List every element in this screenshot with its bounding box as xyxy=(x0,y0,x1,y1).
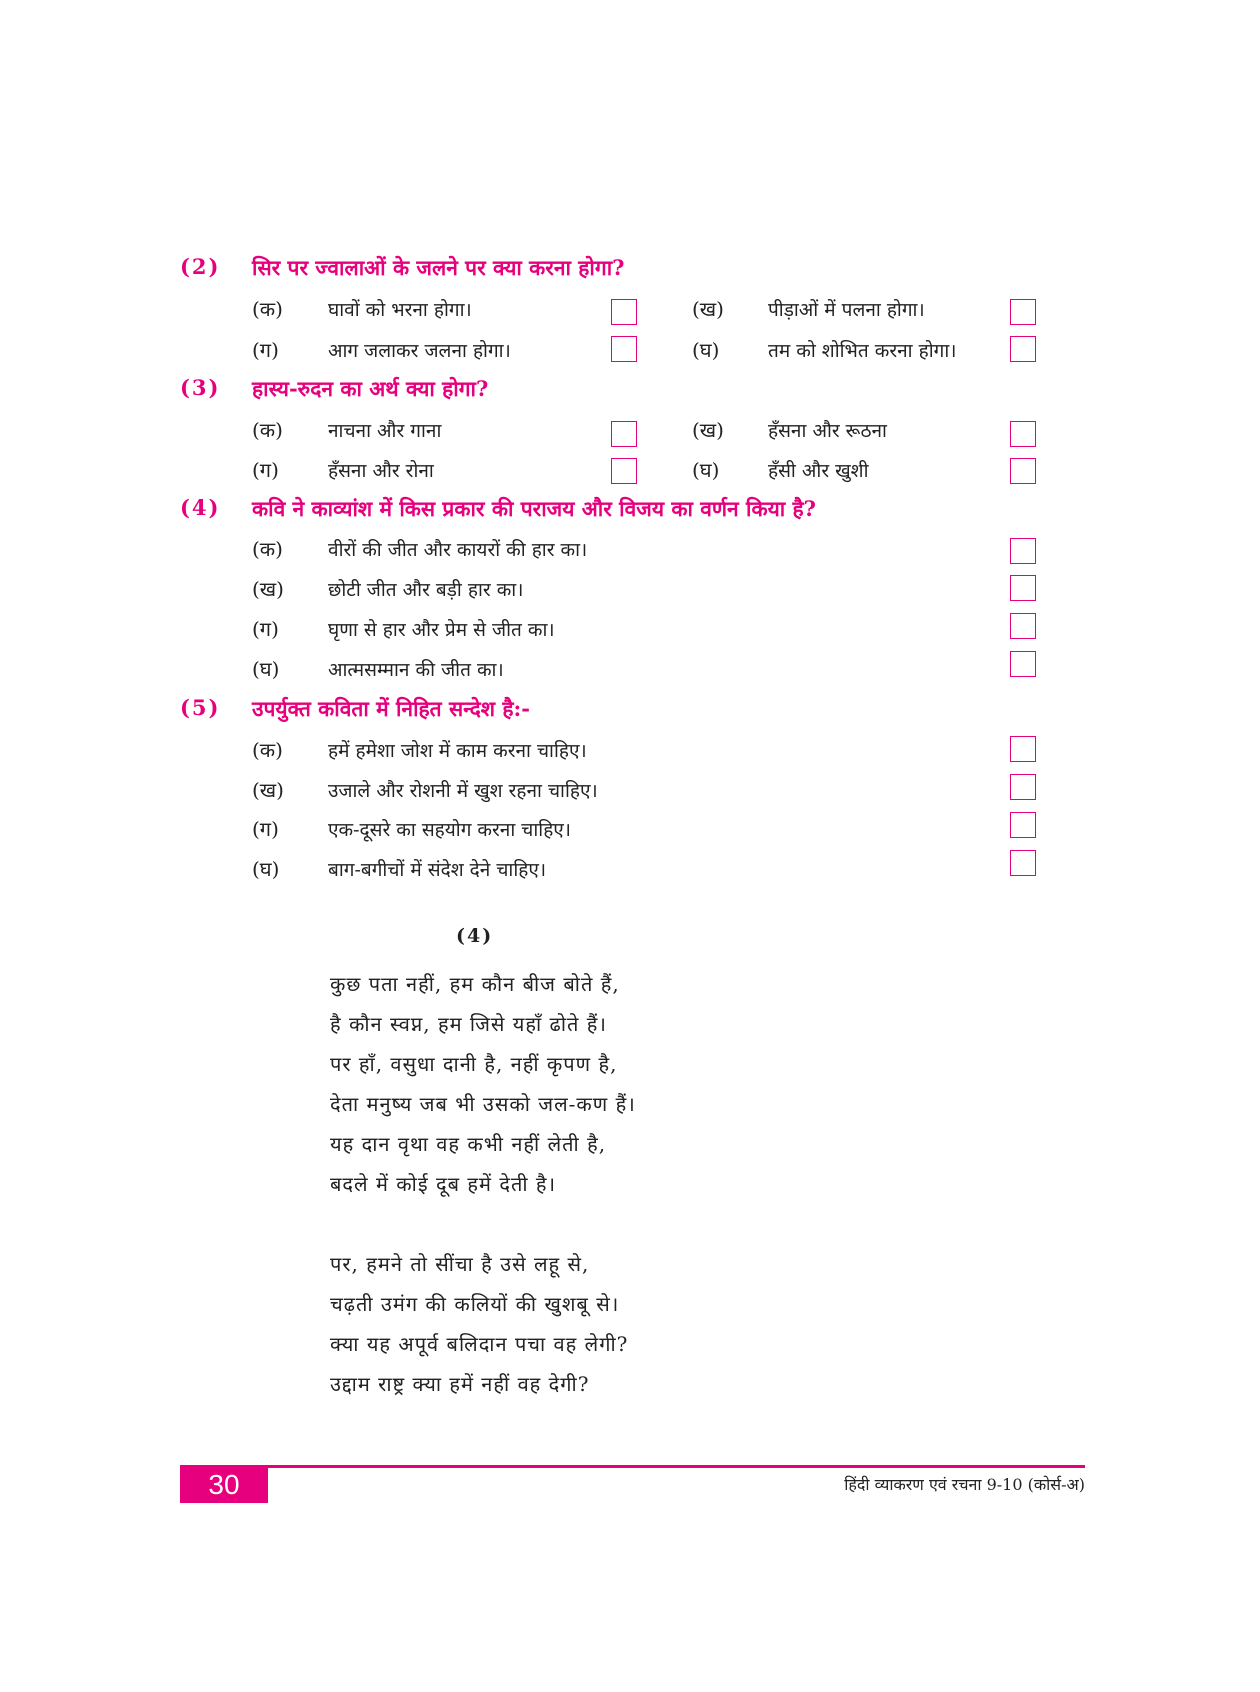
poem-line: पर हाँ, वसुधा दानी है, नहीं कृपण है, xyxy=(330,1052,618,1076)
option-text: वीरों की जीत और कायरों की हार का। xyxy=(328,539,588,561)
answer-checkbox[interactable] xyxy=(611,299,637,325)
question-number: (4) xyxy=(180,495,221,520)
option-text: आत्मसम्मान की जीत का। xyxy=(328,659,504,681)
answer-checkbox[interactable] xyxy=(1010,458,1036,484)
option-label: (ग) xyxy=(252,458,279,482)
option-label: (ग) xyxy=(252,338,279,362)
poem-line: यह दान वृथा वह कभी नहीं लेती है, xyxy=(330,1132,607,1156)
option-label: (ग) xyxy=(252,617,279,641)
option-text: हँसना और रोना xyxy=(328,460,434,482)
option-label: (ग) xyxy=(252,817,279,841)
option-text: बाग-बगीचों में संदेश देने चाहिए। xyxy=(328,859,547,881)
answer-checkbox[interactable] xyxy=(1010,736,1036,762)
option-label: (ख) xyxy=(692,297,724,321)
option-text: घावों को भरना होगा। xyxy=(328,299,472,321)
option-label: (क) xyxy=(252,537,283,561)
option-label: (क) xyxy=(252,418,283,442)
answer-checkbox[interactable] xyxy=(611,421,637,447)
book-title: हिंदी व्याकरण एवं रचना 9-10 (कोर्स-अ) xyxy=(844,1475,1085,1494)
answer-checkbox[interactable] xyxy=(1010,850,1036,876)
option-text: छोटी जीत और बड़ी हार का। xyxy=(328,579,524,601)
option-label: (ख) xyxy=(252,778,284,802)
stanza-number: (4) xyxy=(456,925,494,947)
answer-checkbox[interactable] xyxy=(1010,299,1036,325)
answer-checkbox[interactable] xyxy=(611,336,637,362)
answer-checkbox[interactable] xyxy=(1010,651,1036,677)
option-text: घृणा से हार और प्रेम से जीत का। xyxy=(328,619,555,641)
answer-checkbox[interactable] xyxy=(1010,538,1036,564)
option-text: पीड़ाओं में पलना होगा। xyxy=(768,299,925,321)
question-number: (2) xyxy=(180,254,221,279)
question-number: (5) xyxy=(180,695,221,720)
option-label: (ख) xyxy=(252,577,284,601)
footer-divider xyxy=(180,1465,1085,1468)
option-label: (क) xyxy=(252,297,283,321)
option-label: (घ) xyxy=(692,338,720,362)
option-text: उजाले और रोशनी में खुश रहना चाहिए। xyxy=(328,780,598,802)
question-text: हास्य-रुदन का अर्थ क्या होगा? xyxy=(252,376,489,401)
question-text: कवि ने काव्यांश में किस प्रकार की पराजय और विजय का वर्णन किया है? xyxy=(252,496,816,521)
poem-line: उद्दाम राष्ट्र क्या हमें नहीं वह देगी? xyxy=(330,1372,590,1396)
poem-line: चढ़ती उमंग की कलियों की खुशबू से। xyxy=(330,1292,620,1316)
option-label: (ख) xyxy=(692,418,724,442)
answer-checkbox[interactable] xyxy=(1010,812,1036,838)
answer-checkbox[interactable] xyxy=(1010,575,1036,601)
option-text: नाचना और गाना xyxy=(328,420,442,442)
option-text: हमें हमेशा जोश में काम करना चाहिए। xyxy=(328,740,587,762)
poem-line: देता मनुष्य जब भी उसको जल-कण हैं। xyxy=(330,1092,636,1116)
option-label: (क) xyxy=(252,738,283,762)
option-label: (घ) xyxy=(252,657,280,681)
poem-line: पर, हमने तो सींचा है उसे लहू से, xyxy=(330,1252,590,1276)
page-number: 30 xyxy=(180,1466,268,1503)
answer-checkbox[interactable] xyxy=(1010,421,1036,447)
question-text: उपर्युक्त कविता में निहित सन्देश है:- xyxy=(252,696,530,721)
option-text: तम को शोभित करना होगा। xyxy=(768,340,957,362)
option-text: हँसना और रूठना xyxy=(768,420,887,442)
option-text: एक-दूसरे का सहयोग करना चाहिए। xyxy=(328,819,571,841)
poem-line: क्या यह अपूर्व बलिदान पचा वह लेगी? xyxy=(330,1332,629,1356)
option-text: आग जलाकर जलना होगा। xyxy=(328,340,511,362)
answer-checkbox[interactable] xyxy=(1010,774,1036,800)
answer-checkbox[interactable] xyxy=(611,458,637,484)
option-label: (घ) xyxy=(252,857,280,881)
option-text: हँसी और खुशी xyxy=(768,460,869,482)
question-number: (3) xyxy=(180,375,221,400)
option-label: (घ) xyxy=(692,458,720,482)
question-text: सिर पर ज्वालाओं के जलने पर क्या करना होगा? xyxy=(252,255,625,280)
answer-checkbox[interactable] xyxy=(1010,613,1036,639)
answer-checkbox[interactable] xyxy=(1010,336,1036,362)
poem-line: है कौन स्वप्न, हम जिसे यहाँ ढोते हैं। xyxy=(330,1012,607,1036)
poem-line: कुछ पता नहीं, हम कौन बीज बोते हैं, xyxy=(330,972,620,996)
poem-line: बदले में कोई दूब हमें देती है। xyxy=(330,1172,557,1196)
